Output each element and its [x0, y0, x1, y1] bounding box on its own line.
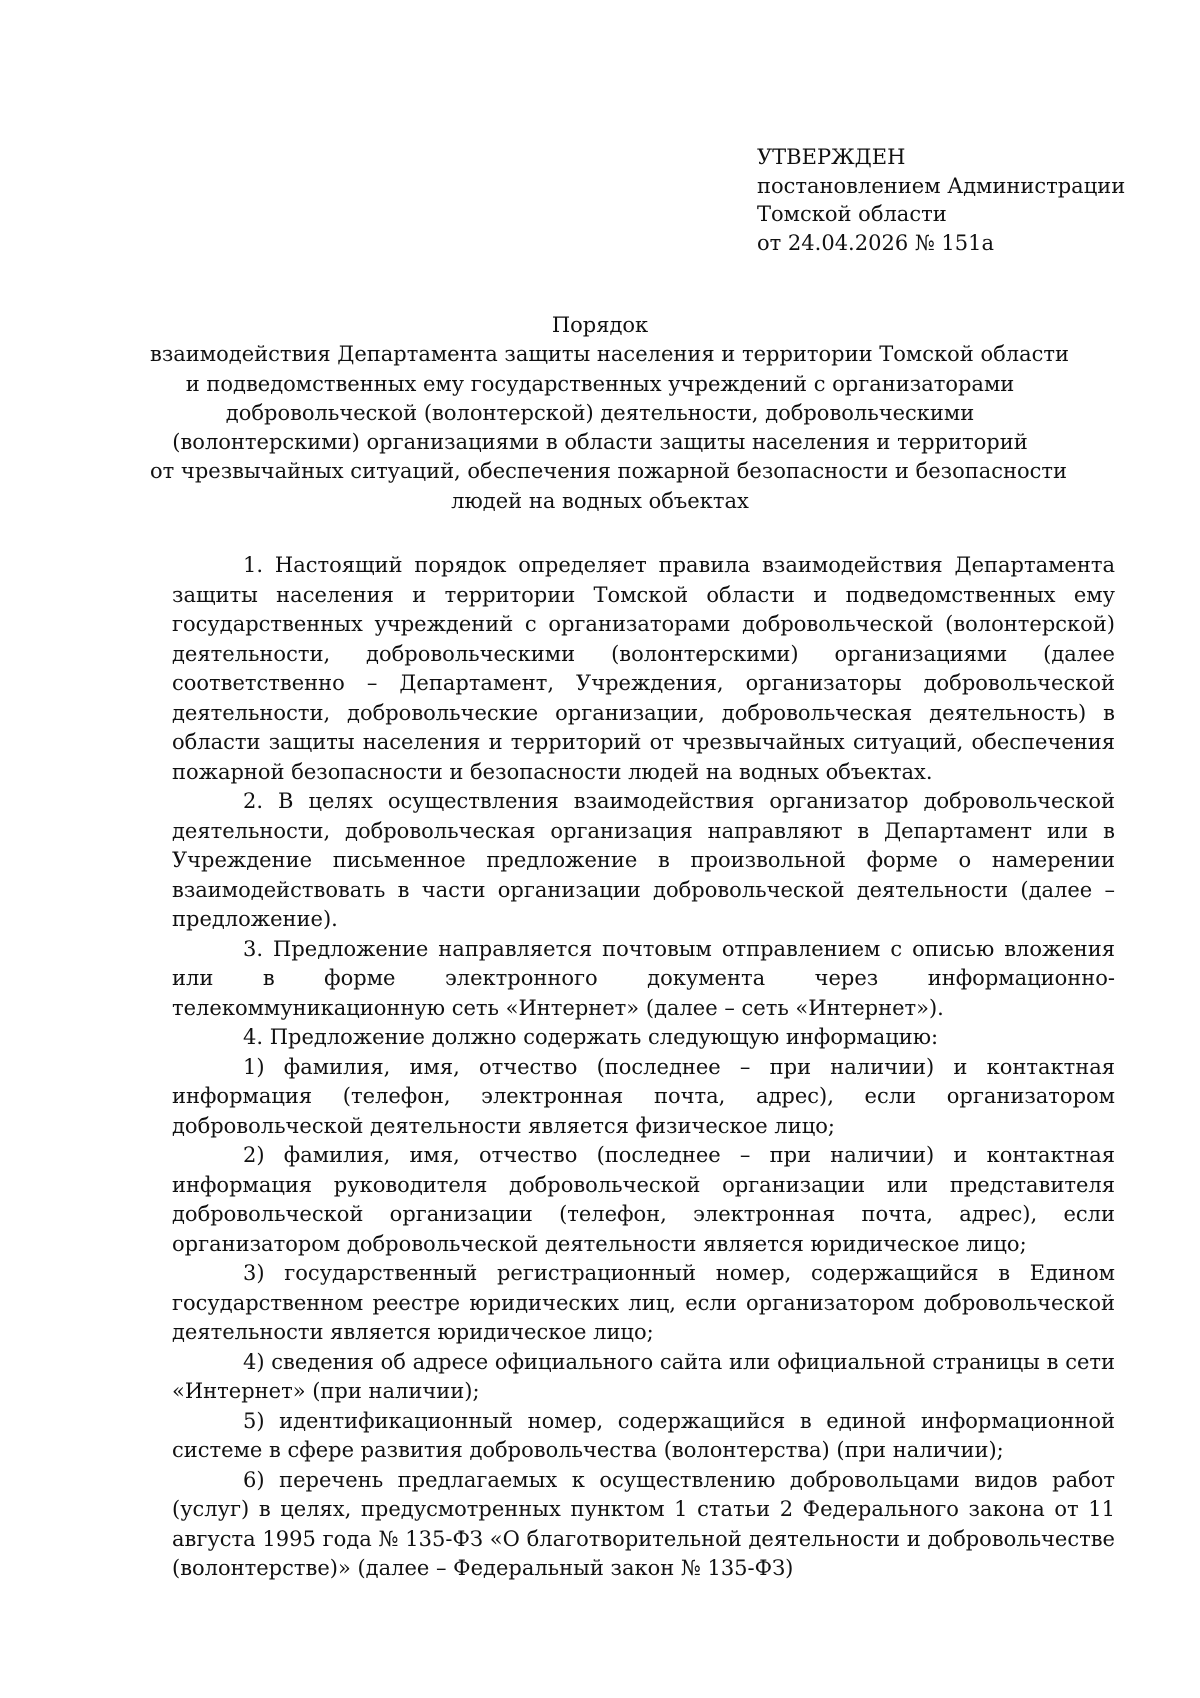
- list-item-3: 3) государственный регистрационный номер, содержащийся в Едином государственном реестре юридических лиц, если организатором добровольческой деятельности является юридическое лицо;: [172, 1261, 1115, 1344]
- title-line: и подведомственных ему государственных учреждений с организаторами: [185, 371, 1015, 396]
- approval-stamp: [757, 143, 1125, 257]
- approval-region-line: Томской области: [757, 202, 947, 226]
- list-item-6: 6) перечень предлагаемых к осуществлению добровольцами видов работ (услуг) в целях, предусмотренных пунктом 1 статьи 2 Федерального закона от 11 августа 1995 года № 135-ФЗ «О благотворительной деятельности и добровольчестве (волонтерстве)» (далее – Федеральный закон № 135-ФЗ): [172, 1467, 1115, 1580]
- paragraph-2: 2. В целях осуществления взаимодействия организатор добровольческой деятельности, добровольческая организация направляют в Департамент или в Учреждение письменное предложение в произвольной форме о намерении взаимодействовать в части организации добровольческой деятельности (далее – предложение).: [172, 789, 1115, 931]
- paragraph-1: 1. Настоящий порядок определяет правила взаимодействия Департамента защиты населения и территории Томской области и подведомственных ему государственных учреждений с организаторами добровольческой (волонтерской) деятельности, добровольческими (волонтерскими) организациями (далее соответственно – Департамент, Учреждения, организаторы добровольческой деятельности, добровольческие организации, добровольческая деятельность) в области защиты населения и территорий от чрезвычайных ситуаций, обеспечения пожарной безопасности и безопасности людей на водных объектах.: [172, 553, 1115, 784]
- approval-decree-line: постановлением Администрации: [757, 173, 1126, 198]
- title-line: добровольческой (волонтерской) деятельности, добровольческими: [225, 400, 975, 425]
- approval-date-number: от 24.04.2026 № 151а: [757, 230, 994, 255]
- list-item-5: 5) идентификационный номер, содержащийся в единой информационной системе в сфере развития добровольчества (волонтерства) (при наличии);: [172, 1408, 1115, 1462]
- list-item-1: 1) фамилия, имя, отчество (последнее – при наличии) и контактная информация (телефон, электронная почта, адрес), если организатором добровольческой деятельности является физическое лицо;: [172, 1054, 1115, 1138]
- title-heading: Порядок: [551, 313, 649, 337]
- approval-title: УТВЕРЖДЕН: [757, 145, 906, 169]
- title-line: от чрезвычайных ситуаций, обеспечения пожарной безопасности и безопасности: [150, 459, 1068, 484]
- paragraph-3: 3. Предложение направляется почтовым отправлением с описью вложения или в форме электронного документа через информационно-телекоммуникационную сеть «Интернет» (далее – сеть «Интернет»).: [172, 936, 1115, 1020]
- document-title: [150, 311, 1069, 516]
- title-line: взаимодействия Департамента защиты населения и территории Томской области: [150, 342, 1069, 367]
- document-body: [172, 551, 1115, 1584]
- list-item-4: 4) сведения об адресе официального сайта или официальной страницы в сети «Интернет» (при наличии);: [172, 1349, 1115, 1403]
- title-line: (волонтерскими) организациями в области защиты населения и территорий: [172, 430, 1028, 455]
- list-item-2: 2) фамилия, имя, отчество (последнее – при наличии) и контактная информация руководителя добровольческой организации или представителя добровольческой организации (телефон, электронная почта, адрес), если организатором добровольческой деятельности является юридическое лицо;: [172, 1143, 1115, 1256]
- title-line: людей на водных объектах: [451, 488, 749, 513]
- paragraph-4: 4. Предложение должно содержать следующую информацию:: [243, 1025, 939, 1049]
